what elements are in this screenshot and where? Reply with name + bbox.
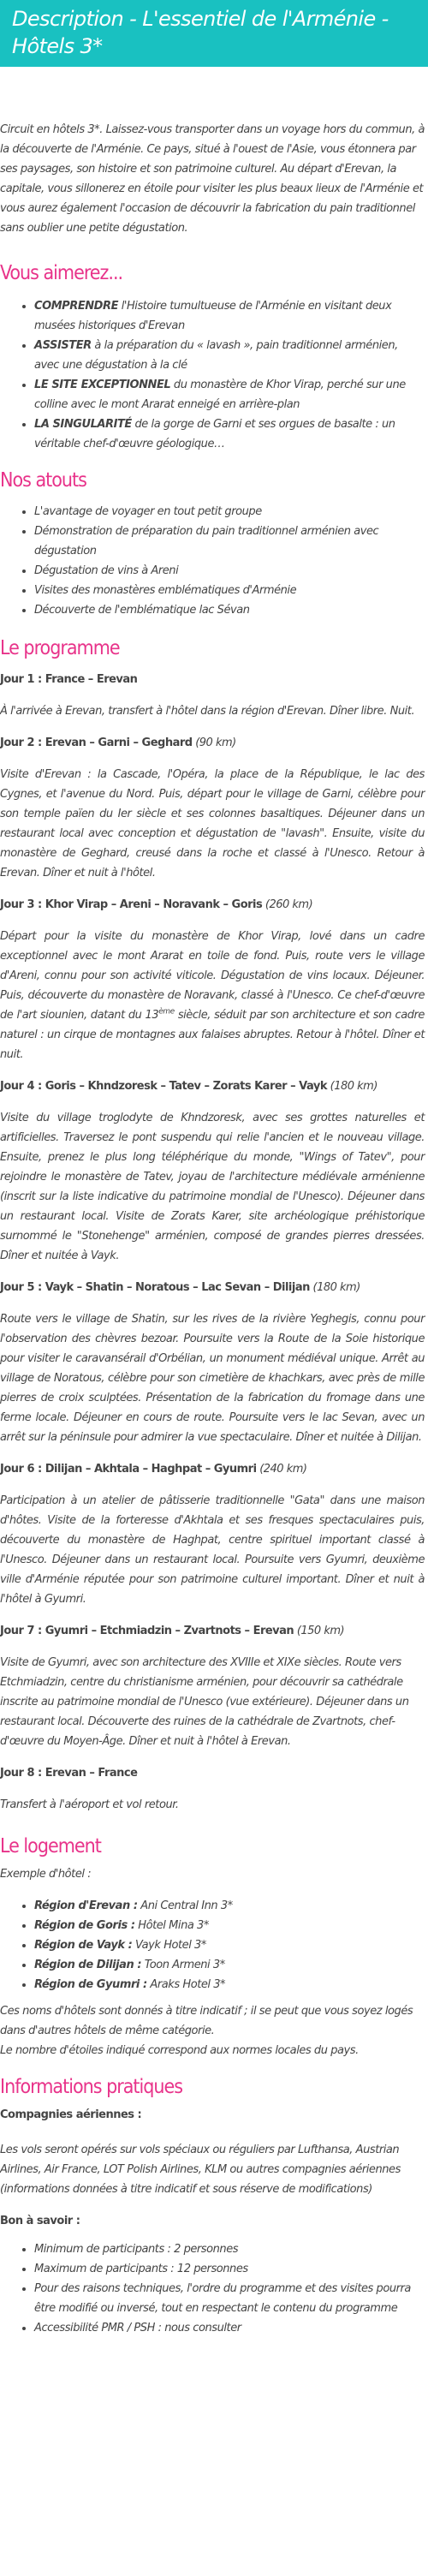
spacer bbox=[0, 2199, 425, 2211]
superscript: ème bbox=[158, 1007, 175, 1017]
good-to-know-label: Bon à savoir : bbox=[0, 2215, 80, 2227]
hotel-name: Hôtel Mina 3* bbox=[134, 1919, 209, 1932]
page-title: Description - L'essentiel de l'Arménie - Hôtels 3* bbox=[12, 7, 389, 58]
list-item: • Démonstration de préparation du pain traditionnel arménien avec dégustation bbox=[34, 522, 425, 561]
day-title: Jour 5 : Vayk – Shatin – Noratous – Lac Sevan – Dilijan (180 km) bbox=[0, 1281, 360, 1294]
list-item: • L'avantage de voyager en tout petit groupe bbox=[34, 502, 425, 522]
spacer bbox=[0, 620, 425, 635]
list-item: • Visites des monastères emblématiques d'Arménie bbox=[34, 581, 425, 600]
day-title: Jour 7 : Gyumri – Etchmiadzin – Zvartnots – Erevan (150 km) bbox=[0, 1625, 345, 1637]
spacer bbox=[0, 238, 425, 260]
day-distance: (180 km) bbox=[326, 1080, 377, 1093]
hotel-region: Région de Dilijan : bbox=[34, 1959, 142, 1971]
hotel-region: Région d'Erevan : bbox=[34, 1899, 138, 1912]
hotel-note: Ces noms d'hôtels sont donnés à titre indicatif ; il se peut que vous soyez logés dans d'autres hôtels de même catégorie. bbox=[0, 2005, 413, 2037]
spacer bbox=[0, 689, 425, 701]
day-title: Jour 1 : France – Erevan bbox=[0, 673, 138, 686]
spacer bbox=[0, 1751, 425, 1763]
hotel-item bbox=[34, 1975, 425, 1995]
list-item: • Dégustation de vins à Areni bbox=[34, 561, 425, 581]
day-distance: (260 km) bbox=[262, 898, 313, 911]
section-title-atouts: Nos atouts bbox=[0, 469, 86, 492]
day-title: Jour 2 : Erevan – Garni – Geghard (90 km) bbox=[0, 736, 236, 749]
spacer bbox=[0, 2060, 425, 2074]
spacer bbox=[0, 721, 425, 733]
atouts-list bbox=[0, 502, 425, 620]
list-item: • Maximum de participants : 12 personnes bbox=[34, 2259, 425, 2279]
hotel-region: Région de Gyumri : bbox=[34, 1978, 147, 1991]
hotel-name: Toon Armeni 3* bbox=[141, 1959, 225, 1971]
day-title: Jour 4 : Goris – Khndzoresk – Tatev – Zorats Karer – Vayk (180 km) bbox=[0, 1080, 377, 1093]
day-title: Jour 3 : Khor Virap – Areni – Noravank – Goris (260 km) bbox=[0, 898, 313, 911]
list-item-bold: LA SINGULARITÉ bbox=[34, 418, 132, 431]
day-distance: (90 km) bbox=[192, 736, 236, 749]
hotel-name: Ani Central Inn 3* bbox=[137, 1899, 233, 1912]
spacer bbox=[0, 1815, 425, 1827]
day-description: Visite d'Erevan : la Cascade, l'Opéra, la place de la République, le lac des Cygnes, et l'avenue du Nord. Puis, départ pour le village de Garni, célèbre pour son temple païen du Ier siècle et ses colonnes basaltiques. Déjeuner dans un restaurant local avec conception et dégustation de "lavash". Ensuite, visite du monastère de Geghard, creusé dans la roche et classé à l'Unesco. Retour à Erevan. Dîner et nuit à l'hôtel. bbox=[0, 768, 425, 880]
day-description: À l'arrivée à Erevan, transfert à l'hôtel dans la région d'Erevan. Dîner libre. Nuit. bbox=[0, 705, 415, 718]
content bbox=[0, 120, 428, 2338]
hotel-region: Région de Goris : bbox=[34, 1919, 135, 1932]
section-title-infos: Informations pratiques bbox=[0, 2076, 183, 2098]
spacer bbox=[0, 915, 425, 927]
section-title-programme: Le programme bbox=[0, 637, 120, 659]
spacer bbox=[0, 2125, 425, 2140]
spacer bbox=[0, 883, 425, 895]
list-item bbox=[34, 296, 425, 336]
hotel-region: Région de Vayk : bbox=[34, 1939, 133, 1952]
list-item: • Pour des raisons techniques, l'ordre du programme et des visites pourra être modifié ou inversé, tout en respectant le contenu du programme bbox=[34, 2279, 425, 2318]
spacer bbox=[0, 1609, 425, 1621]
list-item-bold: COMPRENDRE bbox=[34, 300, 119, 313]
spacer bbox=[0, 1783, 425, 1795]
day-description: Participation à un atelier de pâtisserie traditionnelle "Gata" dans une maison d'hôtes. Visite de la forteresse d'Akhtala et ses fresques spectaculaires puis, découverte du monastère de Haghpat, centre spirituel important classé à l'Unesco. Déjeuner dans un restaurant local. Poursuite vers Gyumri, deuxième ville d'Arménie réputée pour son patrimoine culturel important. Dîner et nuit à l'hôtel à Gyumri. bbox=[0, 1494, 425, 1606]
love-list bbox=[0, 296, 425, 454]
spacer bbox=[0, 1479, 425, 1491]
hotel-item bbox=[34, 1896, 425, 1916]
day-description: Visite de Gyumri, avec son architecture des XVIIIe et XIXe siècles. Route vers Etchmiadzin, centre du christianisme arménien, pour découvrir sa cathédrale inscrite au patrimoine mondial de l'Unesco (vue extérieure). Déjeuner dans un restaurant local. Découverte des ruines de la cathédrale de Zvartnots, chef-d'œuvre du Moyen-Âge. Dîner et nuit à l'hôtel à Erevan. bbox=[0, 1656, 409, 1748]
list-item-text: à la préparation du « lavash », pain traditionnel arménien, avec une dégustation à la clé bbox=[34, 339, 398, 372]
spacer bbox=[0, 1447, 425, 1459]
day-title: Jour 8 : Erevan – France bbox=[0, 1767, 138, 1780]
list-item-text: du monastère de Khor Virap, perché sur une colline avec le mont Ararat enneigé en arrière-plan bbox=[34, 379, 406, 411]
spacer bbox=[0, 1641, 425, 1653]
day-description: Départ pour la visite du monastère de Khor Virap, lové dans un cadre exceptionnel avec le mont Ararat en toile de fond. Puis, route vers le village d'Areni, connu pour son activité viticole. Dégustation de vins locaux. Déjeuner. Puis, découverte du monastère de Noravank, classé à l'Unesco. Ce chef-d'œuvre de l'art siounien, datant du 13ème siècle, séduit par son architecture et son cadre naturel : un cirque de montagnes aux falaises abruptes. Retour à l'hôtel. Dîner et nuit. bbox=[0, 930, 425, 1061]
hotel-item bbox=[34, 1935, 425, 1955]
section-title-logement: Le logement bbox=[0, 1835, 101, 1857]
day-distance: (240 km) bbox=[256, 1463, 307, 1476]
day-description: Transfert à l'aéroport et vol retour. bbox=[0, 1798, 179, 1811]
list-item-text: de la gorge de Garni et ses orgues de basalte : un véritable chef-d'œuvre géologique… bbox=[34, 418, 395, 450]
intro-paragraph: Circuit en hôtels 3*. Laissez-vous transporter dans un voyage hors du commun, à la découverte de l'Arménie. Ce pays, situé à l'ouest de l'Asie, vous étonnera par ses paysages, son histoire et son patrimoine culturel. Au départ d'Erevan, la capitale, vous sillonerez en étoile pour visiter les plus beaux lieux de l'Arménie et vous aurez également l'occasion de découvrir la fabrication du pain traditionnel sans oublier une petite dégustation. bbox=[0, 123, 425, 235]
spacer bbox=[0, 1884, 425, 1896]
hotel-stars-note: Le nombre d'étoiles indiqué correspond aux normes locales du pays. bbox=[0, 2044, 359, 2057]
hotel-name: Araks Hotel 3* bbox=[146, 1978, 226, 1991]
spacer bbox=[0, 1096, 425, 1108]
list-item-bold: ASSISTER bbox=[34, 339, 92, 352]
section-title-love: Vous aimerez... bbox=[0, 262, 123, 284]
airlines-text: Les vols seront opérés sur vols spéciaux ou réguliers par Lufthansa, Austrian Airlines, Air France, LOT Polish Airlines, KLM ou autres compagnies aériennes (informations données à titre indicatif et sous réserve de modifications) bbox=[0, 2144, 401, 2196]
spacer bbox=[0, 286, 425, 296]
spacer bbox=[0, 1827, 425, 1834]
good-to-know-list bbox=[0, 2239, 425, 2338]
day-description: Visite du village troglodyte de Khndzoresk, avec ses grottes naturelles et artificielles. Traversez le pont suspendu qui relie l'ancien et le nouveau village. Ensuite, prenez le plus long téléphérique du monde, "Wings of Tatev", pour rejoindre le monastère de Tatev, joyau de l'architecture médiévale arménienne (inscrit sur la liste indicative du patrimoine mondial de l'Unesco). Déjeuner dans un restaurant local. Visite de Zorats Karer, site archéologique préhistorique surnommé le "Stonehenge" arménien, composé de grandes pierres dressées. Dîner et nuitée à Vayk. bbox=[0, 1112, 425, 1262]
day-description: Route vers le village de Shatin, sur les rives de la rivière Yeghegis, connu pour l'observation des chèvres bezoar. Poursuite vers la Route de la Soie historique pour visiter le caravansérail d'Orbélian, un monument médiéval unique. Arrêt au village de Noratous, célèbre pour son cimetière de khachkars, avec près de mille pierres de croix sculptées. Présentation de la fabrication du fromage dans une ferme locale. Déjeuner en cours de route. Poursuite vers le lac Sevan, avec un arrêt sur la péninsule pour admirer la vue spectaculaire. Dîner et nuitée à Dilijan. bbox=[0, 1313, 425, 1444]
flow bbox=[0, 0, 428, 120]
spacer bbox=[0, 753, 425, 765]
hotel-name: Vayk Hotel 3* bbox=[132, 1939, 206, 1952]
spacer bbox=[0, 1995, 425, 2001]
spacer bbox=[0, 493, 425, 502]
list-item-text: l'Histoire tumultueuse de l'Arménie en visitant deux musées historiques d'Erevan bbox=[34, 300, 392, 332]
spacer bbox=[0, 454, 425, 468]
list-item bbox=[34, 414, 425, 454]
hotel-list bbox=[0, 1896, 425, 1995]
day-distance: (150 km) bbox=[294, 1625, 345, 1637]
spacer bbox=[0, 2231, 425, 2239]
hotel-example-label: Exemple d'hôtel : bbox=[0, 1868, 92, 1881]
spacer bbox=[0, 1266, 425, 1278]
hotel-item bbox=[34, 1916, 425, 1935]
spacer bbox=[0, 661, 425, 670]
list-item: • Découverte de l'emblématique lac Sévan bbox=[34, 600, 425, 620]
spacer bbox=[0, 1064, 425, 1076]
day-distance: (180 km) bbox=[309, 1281, 360, 1294]
list-item bbox=[34, 375, 425, 414]
list-item: • Accessibilité PMR / PSH : nous consulter bbox=[34, 2318, 425, 2338]
airlines-label: Compagnies aériennes : bbox=[0, 2108, 142, 2121]
list-item-bold: LE SITE EXCEPTIONNEL bbox=[34, 379, 171, 391]
day-title: Jour 6 : Dilijan – Akhtala – Haghpat – Gyumri (240 km) bbox=[0, 1463, 307, 1476]
list-item: • Minimum de participants : 2 personnes bbox=[34, 2239, 425, 2259]
spacer bbox=[0, 1297, 425, 1309]
hotel-item bbox=[34, 1955, 425, 1975]
list-item bbox=[34, 336, 425, 375]
